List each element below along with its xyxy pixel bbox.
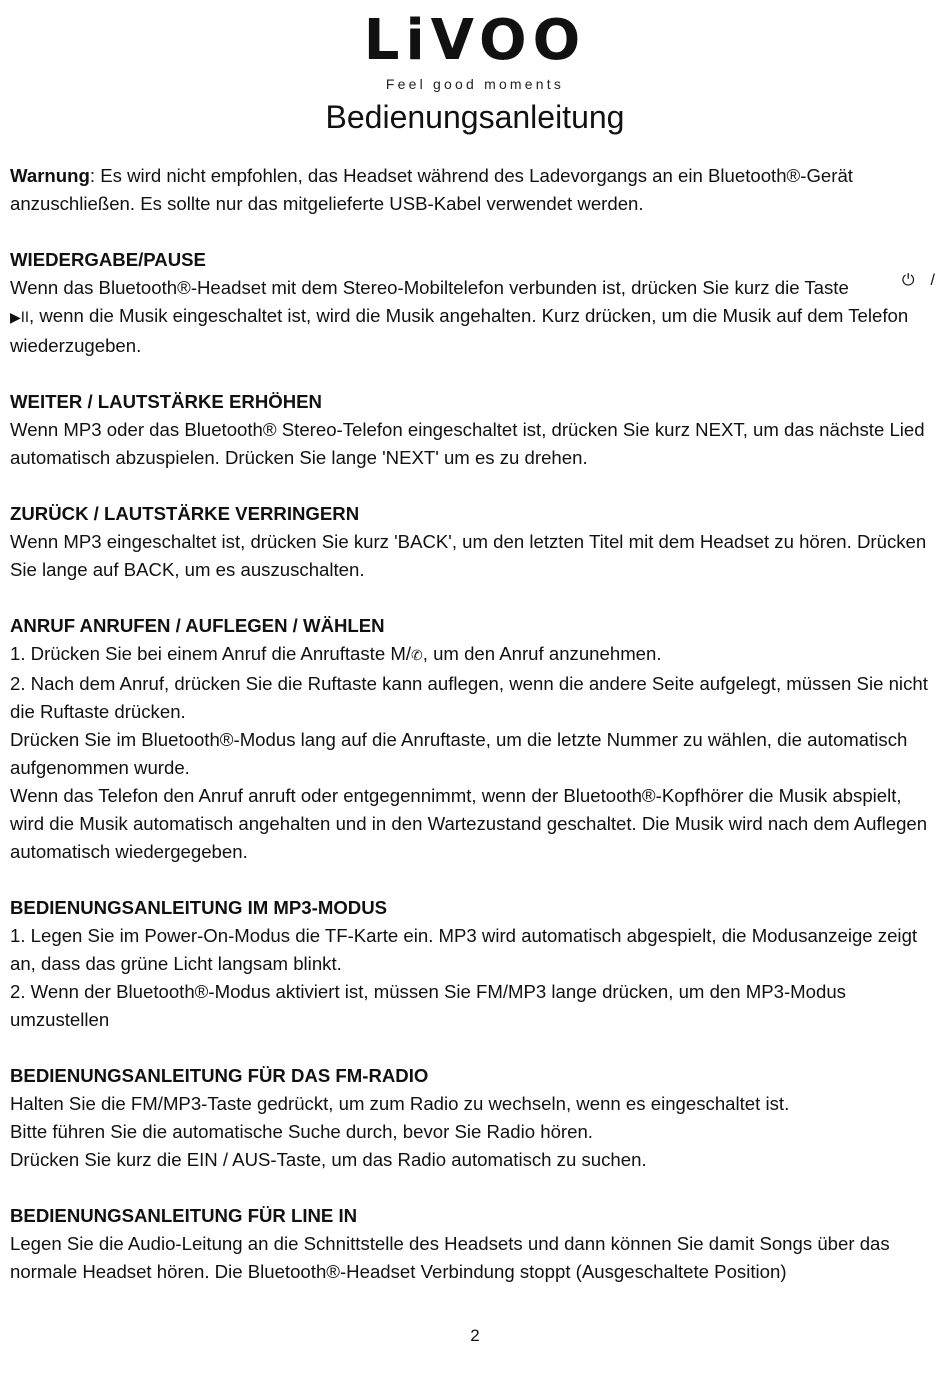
- warning-paragraph: [10, 162, 935, 218]
- logo-tagline: Feel good moments: [385, 76, 565, 92]
- fm-line-2: Bitte führen Sie die automatische Suche durch, bevor Sie Radio hören.: [10, 1121, 593, 1142]
- call-line-1: [10, 640, 935, 670]
- call-line-3: Drücken Sie im Bluetooth®-Modus lang auf die Anruftaste, um die letzte Nummer zu wählen, die automatisch aufgenommen wurde.: [10, 729, 908, 778]
- back-text: Wenn MP3 eingeschaltet ist, drücken Sie kurz 'BACK', um den letzten Titel mit dem Headset zu hören. Drücken Sie lange auf BACK, um es auszuschalten.: [10, 531, 927, 580]
- document-title: Bedienungsanleitung: [325, 99, 625, 135]
- logo-wordmark: LiVOO: [363, 8, 587, 73]
- power-key-ref: [902, 266, 935, 295]
- next-text: Wenn MP3 oder das Bluetooth® Stereo-Telefon eingeschaltet ist, drücken Sie kurz NEXT, um das nächste Lied automatisch abzuspielen. Drücken Sie lange 'NEXT' um es zu drehen.: [10, 419, 925, 468]
- playback-line-2: [10, 302, 935, 360]
- call-text-1b: , um den Anruf anzunehmen.: [422, 643, 662, 664]
- page-number: 2: [470, 1326, 480, 1345]
- playback-text-1: Wenn das Bluetooth®-Headset mit dem Stereo-Mobiltelefon verbunden ist, drücken Sie kurz die Taste: [10, 277, 849, 298]
- playback-heading: WIEDERGABE/PAUSE: [10, 249, 206, 270]
- playback-section: [10, 246, 935, 360]
- fm-section: [10, 1062, 935, 1174]
- mp3-section: [10, 894, 935, 1034]
- warning-text: : Es wird nicht empfohlen, das Headset während des Ladevorgangs an ein Bluetooth®-Gerät anzuschließen. Es sollte nur das mitgelieferte USB-Kabel verwendet werden.: [10, 165, 853, 214]
- next-heading: WEITER / LAUTSTÄRKE ERHÖHEN: [10, 391, 322, 412]
- linein-heading: BEDIENUNGSANLEITUNG FÜR LINE IN: [10, 1205, 358, 1226]
- mp3-heading: BEDIENUNGSANLEITUNG IM MP3-MODUS: [10, 897, 388, 918]
- play-pause-icon: ▶II: [10, 310, 30, 326]
- mp3-line-1: 1. Legen Sie im Power-On-Modus die TF-Karte ein. MP3 wird automatisch abgespielt, die Modusanzeige zeigt an, dass das grüne Licht langsam blinkt.: [10, 925, 918, 974]
- call-text-1a: 1. Drücken Sie bei einem Anruf die Anruftaste M/: [10, 643, 412, 664]
- key-separator: /: [930, 272, 935, 289]
- call-line-2: 2. Nach dem Anruf, drücken Sie die Ruftaste kann auflegen, wenn die andere Seite aufgelegt, müssen Sie nicht die Ruftaste drücken.: [10, 673, 928, 722]
- power-icon: ⏻: [901, 270, 915, 289]
- warning-label: Warnung: [10, 165, 90, 186]
- call-line-4: Wenn das Telefon den Anruf anruft oder entgegennimmt, wenn der Bluetooth®-Kopfhörer die Musik abspielt, wird die Musik automatisch angehalten und in den Wartezustand geschaltet. Die Musik wird nach dem Auflegen automatisch wiedergegeben.: [10, 785, 928, 862]
- warning-section: [10, 162, 935, 218]
- fm-heading: BEDIENUNGSANLEITUNG FÜR DAS FM-RADIO: [10, 1065, 429, 1086]
- next-section: [10, 388, 935, 472]
- brand-logo: [0, 10, 950, 92]
- playback-line-1: [10, 270, 935, 302]
- linein-section: [10, 1202, 935, 1286]
- back-section: [10, 500, 935, 584]
- back-heading: ZURÜCK / LAUTSTÄRKE VERRINGERN: [10, 503, 360, 524]
- phone-icon: ✆: [411, 648, 423, 664]
- document-body: [10, 162, 935, 1314]
- mp3-line-2: 2. Wenn der Bluetooth®-Modus aktiviert ist, müssen Sie FM/MP3 lange drücken, um den MP3-Modus umzustellen: [10, 981, 846, 1030]
- playback-text-2: , wenn die Musik eingeschaltet ist, wird die Musik angehalten. Kurz drücken, um die Musik auf dem Telefon wiederzugeben.: [10, 305, 909, 356]
- call-heading: ANRUF ANRUFEN / AUFLEGEN / WÄHLEN: [10, 615, 385, 636]
- linein-text: Legen Sie die Audio-Leitung an die Schnittstelle des Headsets und dann können Sie damit Songs über das normale Headset hören. Die Bluetooth®-Headset Verbindung stoppt (Ausgeschaltete Position): [10, 1233, 890, 1282]
- call-section: [10, 612, 935, 866]
- fm-line-1: Halten Sie die FM/MP3-Taste gedrückt, um zum Radio zu wechseln, wenn es eingeschaltet ist.: [10, 1093, 790, 1114]
- fm-line-3: Drücken Sie kurz die EIN / AUS-Taste, um das Radio automatisch zu suchen.: [10, 1149, 647, 1170]
